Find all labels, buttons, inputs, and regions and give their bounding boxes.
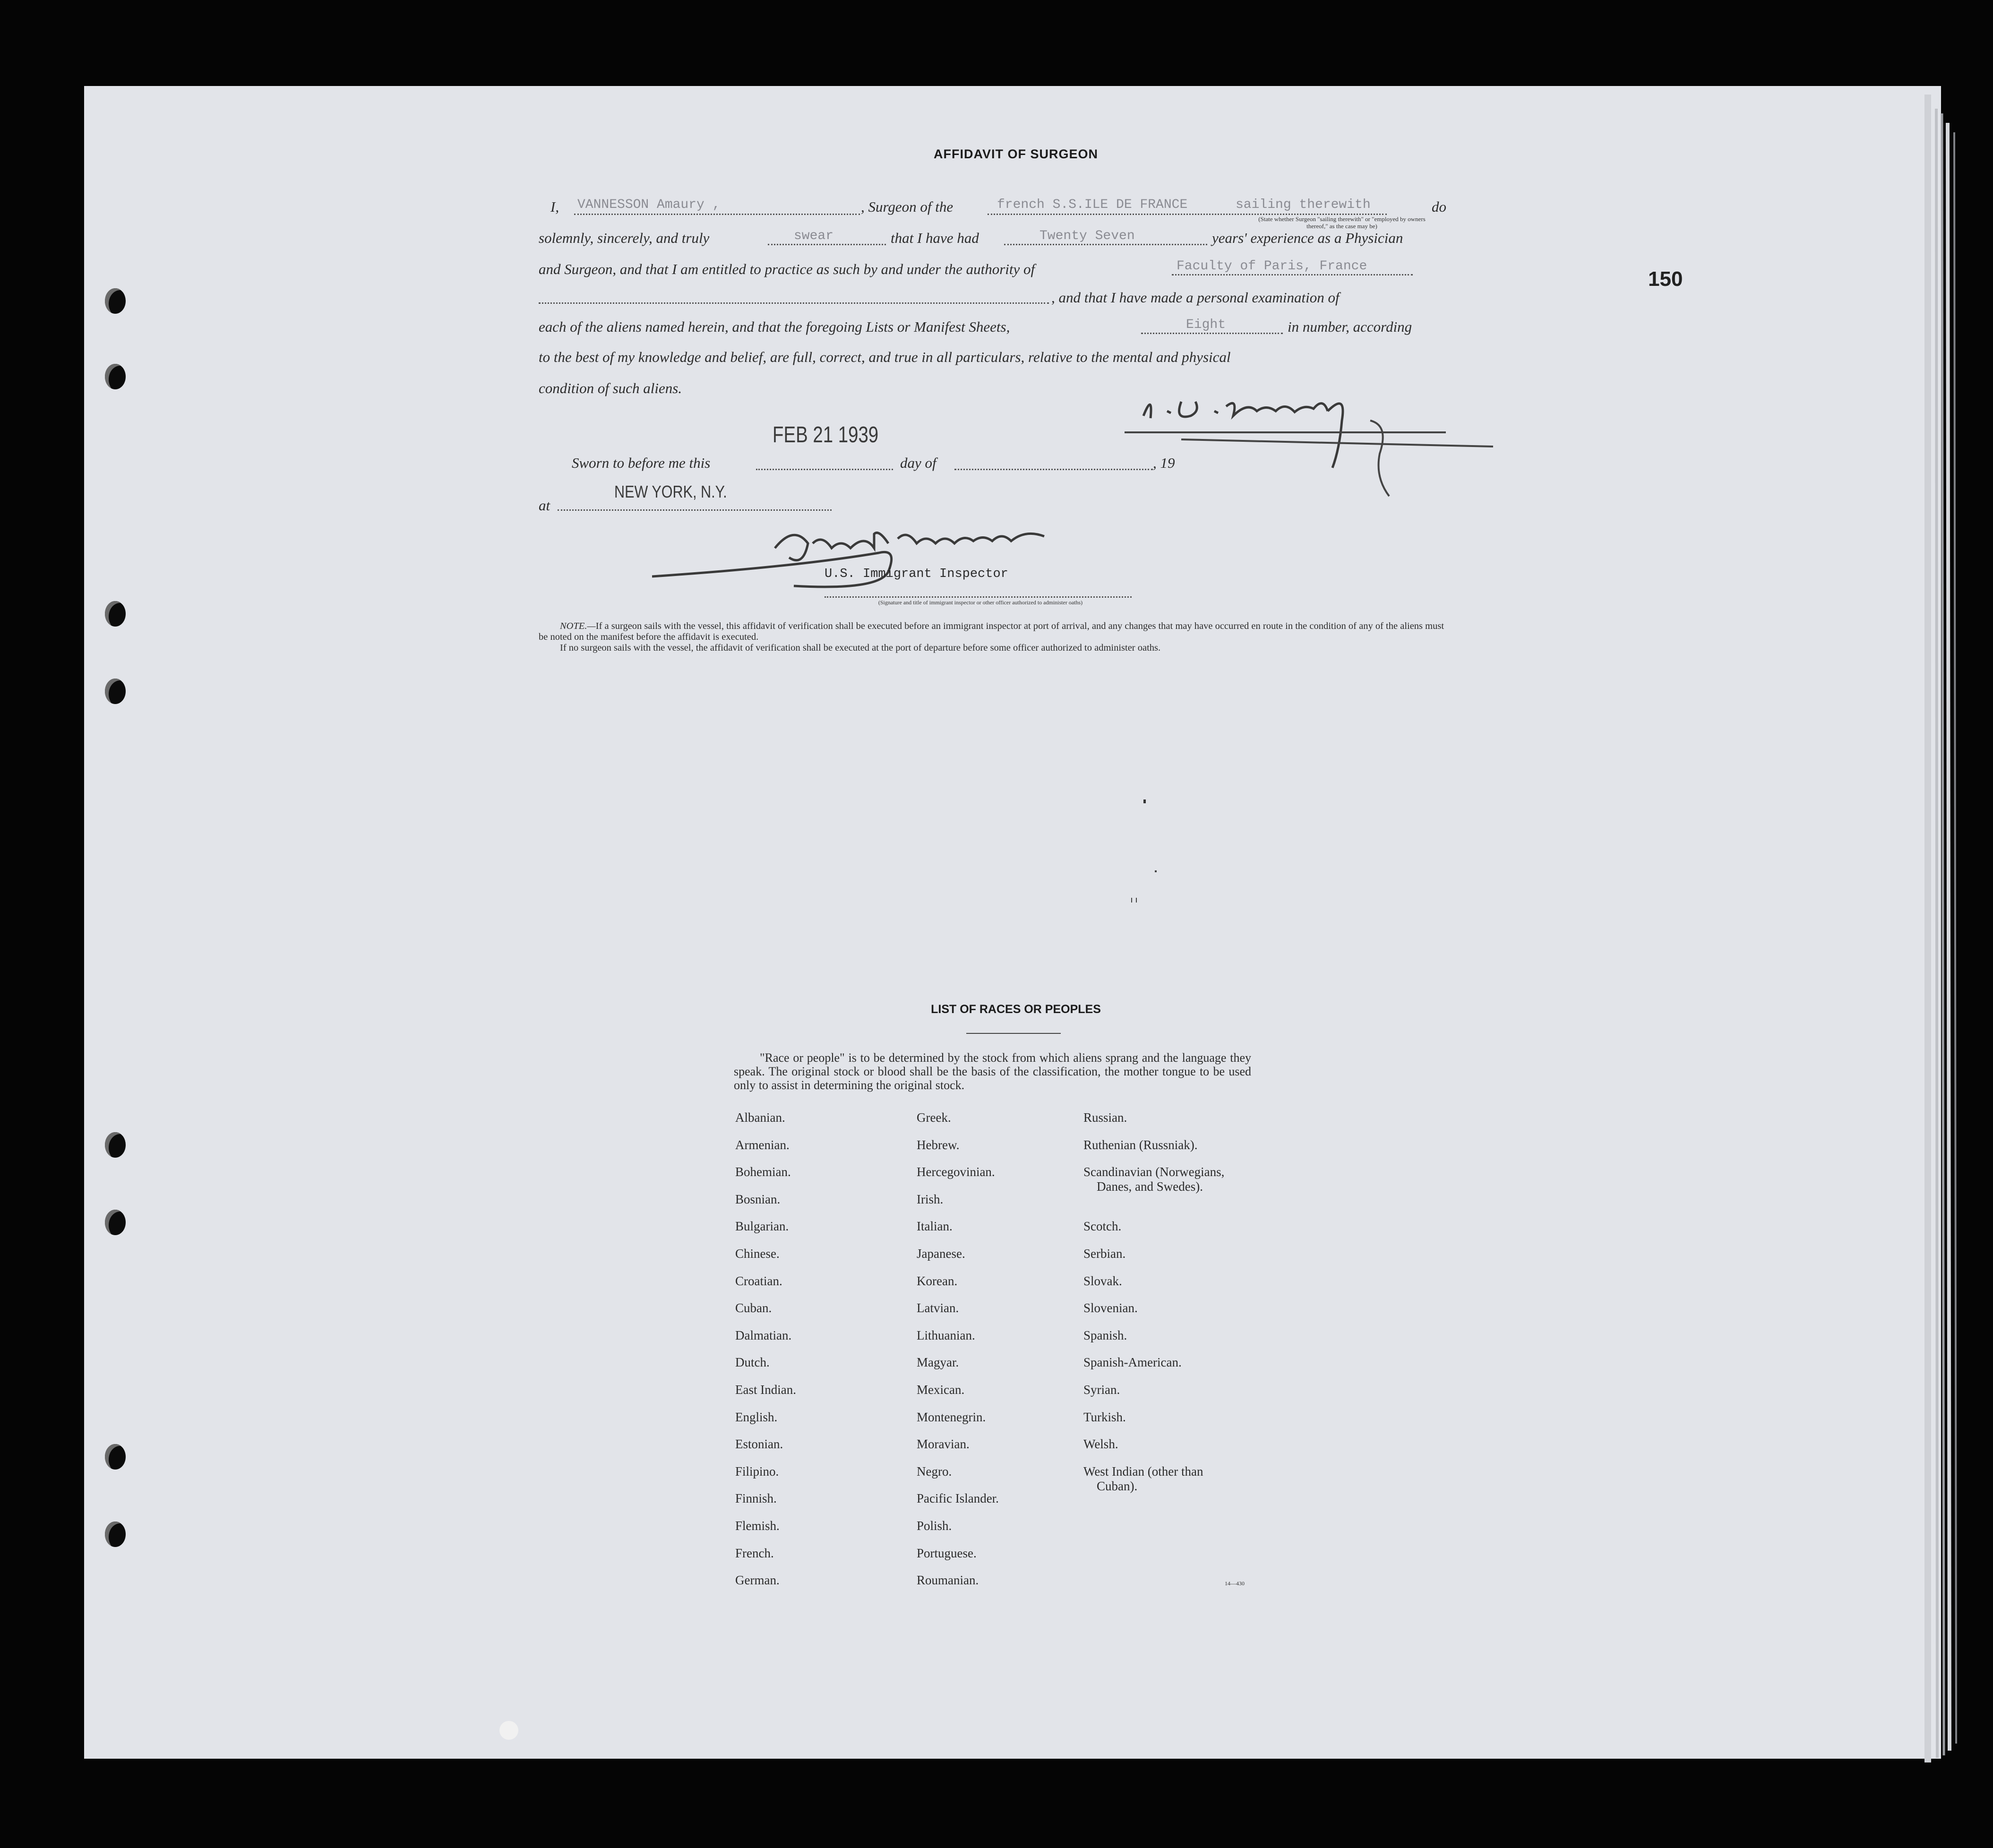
fill-line bbox=[1004, 244, 1207, 245]
ship-name: french S.S.ILE DE FRANCE bbox=[997, 198, 1188, 212]
affidavit-text: Sworn to before me this bbox=[572, 455, 711, 471]
status-note: (State whether Surgeon "sailing therewith" or "employed by owners thereof," as the case may be) bbox=[1258, 215, 1426, 230]
race-entry: Bulgarian. bbox=[735, 1219, 789, 1234]
affidavit-text: and Surgeon, and that I am entitled to practice as such by and under the authority of bbox=[539, 261, 1035, 277]
punch-hole bbox=[105, 1210, 126, 1235]
race-entry: Japanese. bbox=[917, 1246, 965, 1261]
race-entry: Turkish. bbox=[1083, 1410, 1126, 1424]
affidavit-text: do bbox=[1432, 198, 1446, 215]
race-entry: Filipino. bbox=[735, 1464, 779, 1478]
punch-hole bbox=[105, 288, 126, 314]
race-entry: Moravian. bbox=[917, 1437, 970, 1452]
note-text: If a surgeon sails with the vessel, this affidavit of verification shall be executed before an immigrant inspector at port of arrival, and any changes that may have occurred en route in the condition of any of the aliens must be noted on the manifest before the affidavit is executed. bbox=[539, 621, 1444, 642]
race-entry: Flemish. bbox=[735, 1519, 780, 1533]
race-entry: Hercegovinian. bbox=[917, 1165, 995, 1179]
race-entry: Montenegrin. bbox=[917, 1410, 986, 1424]
speck bbox=[1143, 799, 1146, 803]
affidavit-text: that I have had bbox=[891, 230, 979, 246]
affidavit-title: AFFIDAVIT OF SURGEON bbox=[934, 147, 1098, 161]
fill-line bbox=[574, 214, 860, 215]
affidavit-text: each of the aliens named herein, and that the foregoing Lists or Manifest Sheets, bbox=[539, 318, 1010, 335]
inspector-title: U.S. Immigrant Inspector bbox=[825, 567, 1008, 581]
race-entry: German. bbox=[735, 1573, 780, 1588]
races-title: LIST OF RACES OR PEOPLES bbox=[931, 1003, 1101, 1016]
affidavit-text: in number, according bbox=[1288, 318, 1412, 335]
race-entry: Spanish-American. bbox=[1083, 1355, 1182, 1370]
race-entry: Italian. bbox=[917, 1219, 953, 1234]
date-stamp: FEB 21 1939 bbox=[773, 422, 879, 447]
affidavit-text: to the best of my knowledge and belief, are full, correct, and true in all particulars, relative to the mental and physical bbox=[539, 349, 1231, 365]
fill-line bbox=[756, 469, 893, 470]
race-entry: East Indian. bbox=[735, 1383, 796, 1397]
race-entry: Magyar. bbox=[917, 1355, 959, 1370]
race-entry: French. bbox=[735, 1546, 774, 1560]
affidavit-text: , Surgeon of the bbox=[861, 198, 954, 215]
punch-hole bbox=[105, 364, 126, 389]
affidavit-text: , 19 bbox=[1153, 455, 1175, 471]
punch-hole bbox=[105, 679, 126, 704]
document-page bbox=[84, 86, 1941, 1759]
surgeon-name: VANNESSON Amaury , bbox=[577, 198, 721, 212]
inspector-signature bbox=[652, 515, 1172, 600]
race-entry: Albanian. bbox=[735, 1110, 785, 1125]
race-entry: English. bbox=[735, 1410, 778, 1424]
race-entry: Spanish. bbox=[1083, 1328, 1127, 1342]
race-entry: Bosnian. bbox=[735, 1192, 781, 1206]
race-entry: Bohemian. bbox=[735, 1165, 791, 1179]
race-entry: Danes, and Swedes). bbox=[1097, 1179, 1203, 1194]
race-entry: Hebrew. bbox=[917, 1137, 960, 1152]
race-entry: Russian. bbox=[1083, 1110, 1127, 1125]
punch-hole bbox=[105, 1444, 126, 1470]
race-entry: West Indian (other than bbox=[1083, 1464, 1203, 1478]
race-entry: Ruthenian (Russniak). bbox=[1083, 1137, 1198, 1152]
race-entry: Scotch. bbox=[1083, 1219, 1122, 1234]
inspector-caption: (Signature and title of immigrant inspector or other officer authorized to administer oaths) bbox=[878, 599, 1083, 606]
affidavit-text: , and that I have made a personal examination of bbox=[1051, 289, 1340, 306]
race-entry: Negro. bbox=[917, 1464, 952, 1478]
sheet-count: Eight bbox=[1186, 318, 1226, 332]
race-entry: Welsh. bbox=[1083, 1437, 1118, 1452]
race-entry: Pacific Islander. bbox=[917, 1491, 999, 1506]
punch-hole bbox=[105, 601, 126, 627]
fill-line bbox=[1141, 333, 1283, 334]
race-entry: Chinese. bbox=[735, 1246, 780, 1261]
note-text-2: If no surgeon sails with the vessel, the affidavit of verification shall be executed at the port of departure before some officer authorized to administer oaths. bbox=[560, 643, 1161, 653]
years-experience: Twenty Seven bbox=[1039, 229, 1135, 243]
surgeon-signature bbox=[1125, 383, 1503, 501]
page-number: 150 bbox=[1648, 267, 1683, 291]
oath-type: swear bbox=[794, 229, 834, 243]
affidavit-text: solemnly, sincerely, and truly bbox=[539, 230, 710, 246]
speck bbox=[1155, 870, 1157, 872]
fill-line bbox=[988, 214, 1387, 215]
page-stack-edges bbox=[1923, 95, 1966, 1762]
race-entry: Polish. bbox=[917, 1519, 952, 1533]
affidavit-text: condition of such aliens. bbox=[539, 380, 682, 396]
race-entry: Cuban). bbox=[1097, 1478, 1138, 1493]
race-entry: Irish. bbox=[917, 1192, 944, 1206]
race-entry: Croatian. bbox=[735, 1273, 782, 1288]
race-entry: Cuban. bbox=[735, 1301, 772, 1315]
race-entry: Slovenian. bbox=[1083, 1301, 1138, 1315]
place-stamp: NEW YORK, N.Y. bbox=[614, 482, 727, 501]
affidavit-text: at bbox=[539, 497, 550, 514]
note-paragraph bbox=[539, 621, 1448, 643]
race-entry: Syrian. bbox=[1083, 1383, 1120, 1397]
fill-line bbox=[825, 596, 1132, 598]
race-entry: Portuguese. bbox=[917, 1546, 977, 1560]
title-rule bbox=[966, 1033, 1061, 1034]
fill-line bbox=[1172, 274, 1413, 275]
surgeon-status: sailing therewith bbox=[1236, 198, 1371, 212]
race-entry: Mexican. bbox=[917, 1383, 965, 1397]
affidavit-text: I, bbox=[550, 198, 559, 215]
affidavit-text: day of bbox=[900, 455, 936, 471]
race-entry: Slovak. bbox=[1083, 1273, 1122, 1288]
race-entry: Armenian. bbox=[735, 1137, 790, 1152]
punch-hole bbox=[105, 1521, 126, 1547]
races-intro: "Race or people" is to be determined by the stock from which aliens sprang and the language they speak. The original stock or blood shall be the basis of the classification, the mother tongue to be used only to assist in determining the original stock. bbox=[734, 1051, 1251, 1092]
race-entry: Scandinavian (Norwegians, bbox=[1083, 1165, 1225, 1179]
race-entry: Latvian. bbox=[917, 1301, 959, 1315]
punch-hole bbox=[105, 1132, 126, 1158]
race-entry: Korean. bbox=[917, 1273, 958, 1288]
authority: Faculty of Paris, France bbox=[1177, 259, 1367, 274]
fill-line bbox=[954, 469, 1153, 470]
race-entry: Lithuanian. bbox=[917, 1328, 975, 1342]
fill-line bbox=[539, 302, 1049, 304]
fill-line bbox=[558, 509, 832, 511]
race-entry: Roumanian. bbox=[917, 1573, 979, 1588]
race-entry: Greek. bbox=[917, 1110, 951, 1125]
race-entry: Finnish. bbox=[735, 1491, 777, 1506]
race-entry: Estonian. bbox=[735, 1437, 783, 1452]
white-speck bbox=[499, 1721, 518, 1740]
race-entry: Serbian. bbox=[1083, 1246, 1126, 1261]
race-entry: Dutch. bbox=[735, 1355, 770, 1370]
note-label: NOTE.— bbox=[560, 621, 596, 631]
race-entry: Dalmatian. bbox=[735, 1328, 792, 1342]
form-number: 14—430 bbox=[1225, 1580, 1245, 1587]
speck bbox=[1131, 898, 1137, 903]
fill-line bbox=[768, 244, 886, 245]
affidavit-text: years' experience as a Physician bbox=[1212, 230, 1403, 246]
